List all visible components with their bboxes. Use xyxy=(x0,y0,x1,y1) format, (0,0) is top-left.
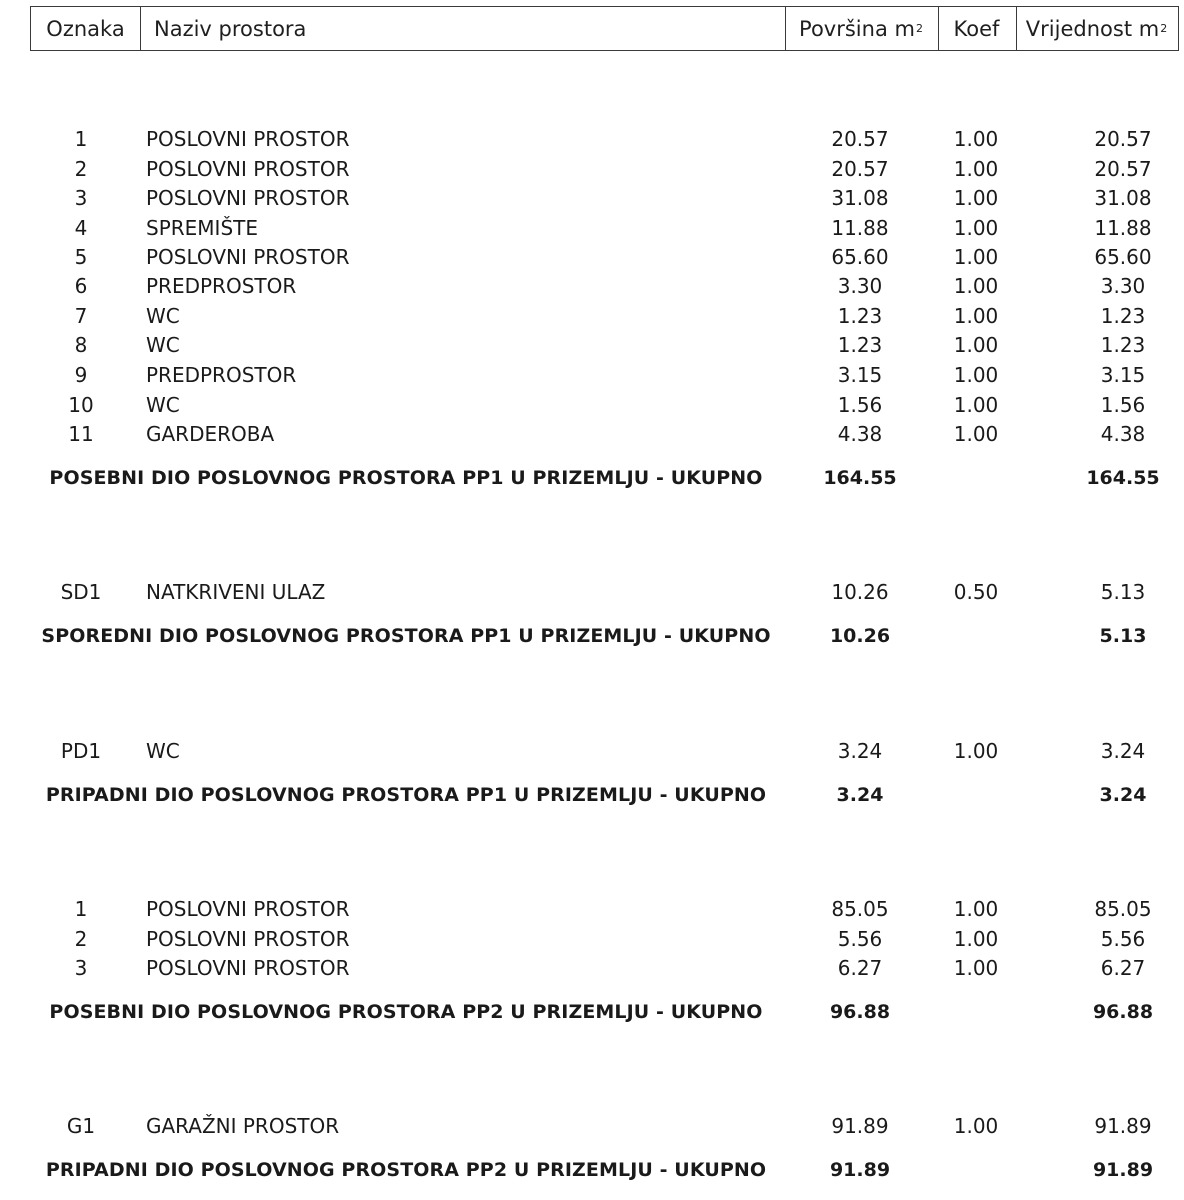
table-row xyxy=(0,330,1184,360)
row-value: 4.38 xyxy=(1100,422,1146,446)
row-code: 10 xyxy=(68,393,94,417)
row-code: G1 xyxy=(66,1114,96,1138)
header-area-sup: 2 xyxy=(915,22,923,35)
total-area: 164.55 xyxy=(823,467,897,489)
row-value: 5.13 xyxy=(1100,580,1146,604)
table-row xyxy=(0,390,1184,420)
row-area: 1.23 xyxy=(837,304,883,328)
row-name: POSLOVNI PROSTOR xyxy=(146,897,350,921)
total-value: 164.55 xyxy=(1086,467,1160,489)
row-coef: 1.00 xyxy=(953,127,999,151)
table-row xyxy=(0,154,1184,184)
row-coef: 1.00 xyxy=(953,422,999,446)
header-code-label: Oznaka xyxy=(46,16,125,41)
total-area: 3.24 xyxy=(836,784,884,806)
row-code: PD1 xyxy=(60,739,102,763)
total-label: POSEBNI DIO POSLOVNOG PROSTORA PP1 U PRIZEMLJU - UKUPNO xyxy=(49,467,763,489)
row-code: SD1 xyxy=(60,580,102,604)
total-value: 3.24 xyxy=(1099,784,1147,806)
table-row xyxy=(0,124,1184,154)
table-row xyxy=(0,736,1184,766)
section-total-row xyxy=(0,462,1184,494)
header-coef xyxy=(937,6,1017,51)
table-row xyxy=(0,577,1184,607)
table-row xyxy=(0,360,1184,390)
row-coef: 1.00 xyxy=(953,186,999,210)
section-total-row xyxy=(0,1154,1184,1186)
row-value: 85.05 xyxy=(1094,897,1152,921)
header-name-label: Naziv prostora xyxy=(154,16,307,41)
total-area: 10.26 xyxy=(829,625,891,647)
row-area: 85.05 xyxy=(831,897,889,921)
header-value xyxy=(1015,6,1179,51)
row-coef: 1.00 xyxy=(953,1114,999,1138)
table-row xyxy=(0,242,1184,272)
header-code xyxy=(30,6,141,51)
row-value: 31.08 xyxy=(1094,186,1152,210)
row-name: SPREMIŠTE xyxy=(146,216,258,240)
table-row xyxy=(0,924,1184,954)
table-row xyxy=(0,183,1184,213)
row-coef: 1.00 xyxy=(953,393,999,417)
row-value: 3.24 xyxy=(1100,739,1146,763)
header-value-sup: 2 xyxy=(1160,22,1168,35)
total-label: PRIPADNI DIO POSLOVNOG PROSTORA PP1 U PRIZEMLJU - UKUPNO xyxy=(45,784,767,806)
row-value: 5.56 xyxy=(1100,927,1146,951)
row-area: 3.30 xyxy=(837,274,883,298)
header-area xyxy=(784,6,939,51)
row-value: 1.23 xyxy=(1100,333,1146,357)
row-coef: 1.00 xyxy=(953,245,999,269)
row-area: 65.60 xyxy=(831,245,889,269)
row-area: 5.56 xyxy=(837,927,883,951)
row-coef: 1.00 xyxy=(953,739,999,763)
row-name: POSLOVNI PROSTOR xyxy=(146,956,350,980)
row-area: 20.57 xyxy=(831,157,889,181)
table-row xyxy=(0,1111,1184,1141)
row-area: 1.56 xyxy=(837,393,883,417)
row-code: 11 xyxy=(68,422,94,446)
header-coef-label: Koef xyxy=(953,16,1000,41)
section-total-row xyxy=(0,620,1184,652)
total-label: SPOREDNI DIO POSLOVNOG PROSTORA PP1 U PRIZEMLJU - UKUPNO xyxy=(41,625,771,647)
row-name: POSLOVNI PROSTOR xyxy=(146,127,350,151)
row-name: POSLOVNI PROSTOR xyxy=(146,186,350,210)
row-code: 8 xyxy=(74,333,88,357)
header-value-label: Vrijednost m xyxy=(1025,16,1160,41)
row-coef: 1.00 xyxy=(953,333,999,357)
total-value: 91.89 xyxy=(1092,1159,1154,1181)
row-area: 10.26 xyxy=(831,580,889,604)
table-row xyxy=(0,894,1184,924)
row-name: POSLOVNI PROSTOR xyxy=(146,157,350,181)
row-value: 3.30 xyxy=(1100,274,1146,298)
header-name xyxy=(139,6,786,51)
row-area: 11.88 xyxy=(831,216,889,240)
section-total-row xyxy=(0,996,1184,1028)
row-area: 6.27 xyxy=(837,956,883,980)
total-label: POSEBNI DIO POSLOVNOG PROSTORA PP2 U PRIZEMLJU - UKUPNO xyxy=(49,1001,763,1023)
row-coef: 1.00 xyxy=(953,304,999,328)
row-area: 4.38 xyxy=(837,422,883,446)
row-name: PREDPROSTOR xyxy=(146,363,297,387)
row-value: 1.56 xyxy=(1100,393,1146,417)
row-value: 20.57 xyxy=(1094,127,1152,151)
table-row xyxy=(0,271,1184,301)
row-value: 65.60 xyxy=(1094,245,1152,269)
row-code: 2 xyxy=(74,927,88,951)
row-value: 11.88 xyxy=(1094,216,1152,240)
row-code: 2 xyxy=(74,157,88,181)
row-name: NATKRIVENI ULAZ xyxy=(146,580,326,604)
total-value: 96.88 xyxy=(1092,1001,1154,1023)
row-value: 3.15 xyxy=(1100,363,1146,387)
row-value: 20.57 xyxy=(1094,157,1152,181)
row-coef: 1.00 xyxy=(953,363,999,387)
row-area: 31.08 xyxy=(831,186,889,210)
row-name: GARDEROBA xyxy=(146,422,275,446)
total-value: 5.13 xyxy=(1099,625,1147,647)
row-code: 1 xyxy=(74,897,88,921)
row-code: 1 xyxy=(74,127,88,151)
row-code: 7 xyxy=(74,304,88,328)
table-row xyxy=(0,301,1184,331)
total-label: PRIPADNI DIO POSLOVNOG PROSTORA PP2 U PRIZEMLJU - UKUPNO xyxy=(45,1159,767,1181)
row-value: 91.89 xyxy=(1094,1114,1152,1138)
total-area: 91.89 xyxy=(829,1159,891,1181)
row-name: GARAŽNI PROSTOR xyxy=(146,1114,340,1138)
row-name: POSLOVNI PROSTOR xyxy=(146,927,350,951)
row-coef: 1.00 xyxy=(953,216,999,240)
row-area: 1.23 xyxy=(837,333,883,357)
row-name: WC xyxy=(146,393,180,417)
section-total-row xyxy=(0,779,1184,811)
row-name: WC xyxy=(146,739,180,763)
header-area-label: Površina m xyxy=(799,16,915,41)
row-name: WC xyxy=(146,304,180,328)
row-area: 91.89 xyxy=(831,1114,889,1138)
row-coef: 1.00 xyxy=(953,956,999,980)
row-coef: 1.00 xyxy=(953,897,999,921)
row-area: 20.57 xyxy=(831,127,889,151)
row-value: 6.27 xyxy=(1100,956,1146,980)
table-row xyxy=(0,213,1184,243)
row-value: 1.23 xyxy=(1100,304,1146,328)
row-code: 5 xyxy=(74,245,88,269)
row-coef: 1.00 xyxy=(953,274,999,298)
row-code: 9 xyxy=(74,363,88,387)
row-coef: 1.00 xyxy=(953,927,999,951)
row-area: 3.15 xyxy=(837,363,883,387)
table-row xyxy=(0,953,1184,983)
row-coef: 1.00 xyxy=(953,157,999,181)
row-coef: 0.50 xyxy=(953,580,999,604)
table-row xyxy=(0,419,1184,449)
row-area: 3.24 xyxy=(837,739,883,763)
row-name: POSLOVNI PROSTOR xyxy=(146,245,350,269)
row-name: PREDPROSTOR xyxy=(146,274,297,298)
row-code: 3 xyxy=(74,956,88,980)
row-code: 3 xyxy=(74,186,88,210)
total-area: 96.88 xyxy=(829,1001,891,1023)
row-code: 4 xyxy=(74,216,88,240)
row-code: 6 xyxy=(74,274,88,298)
row-name: WC xyxy=(146,333,180,357)
